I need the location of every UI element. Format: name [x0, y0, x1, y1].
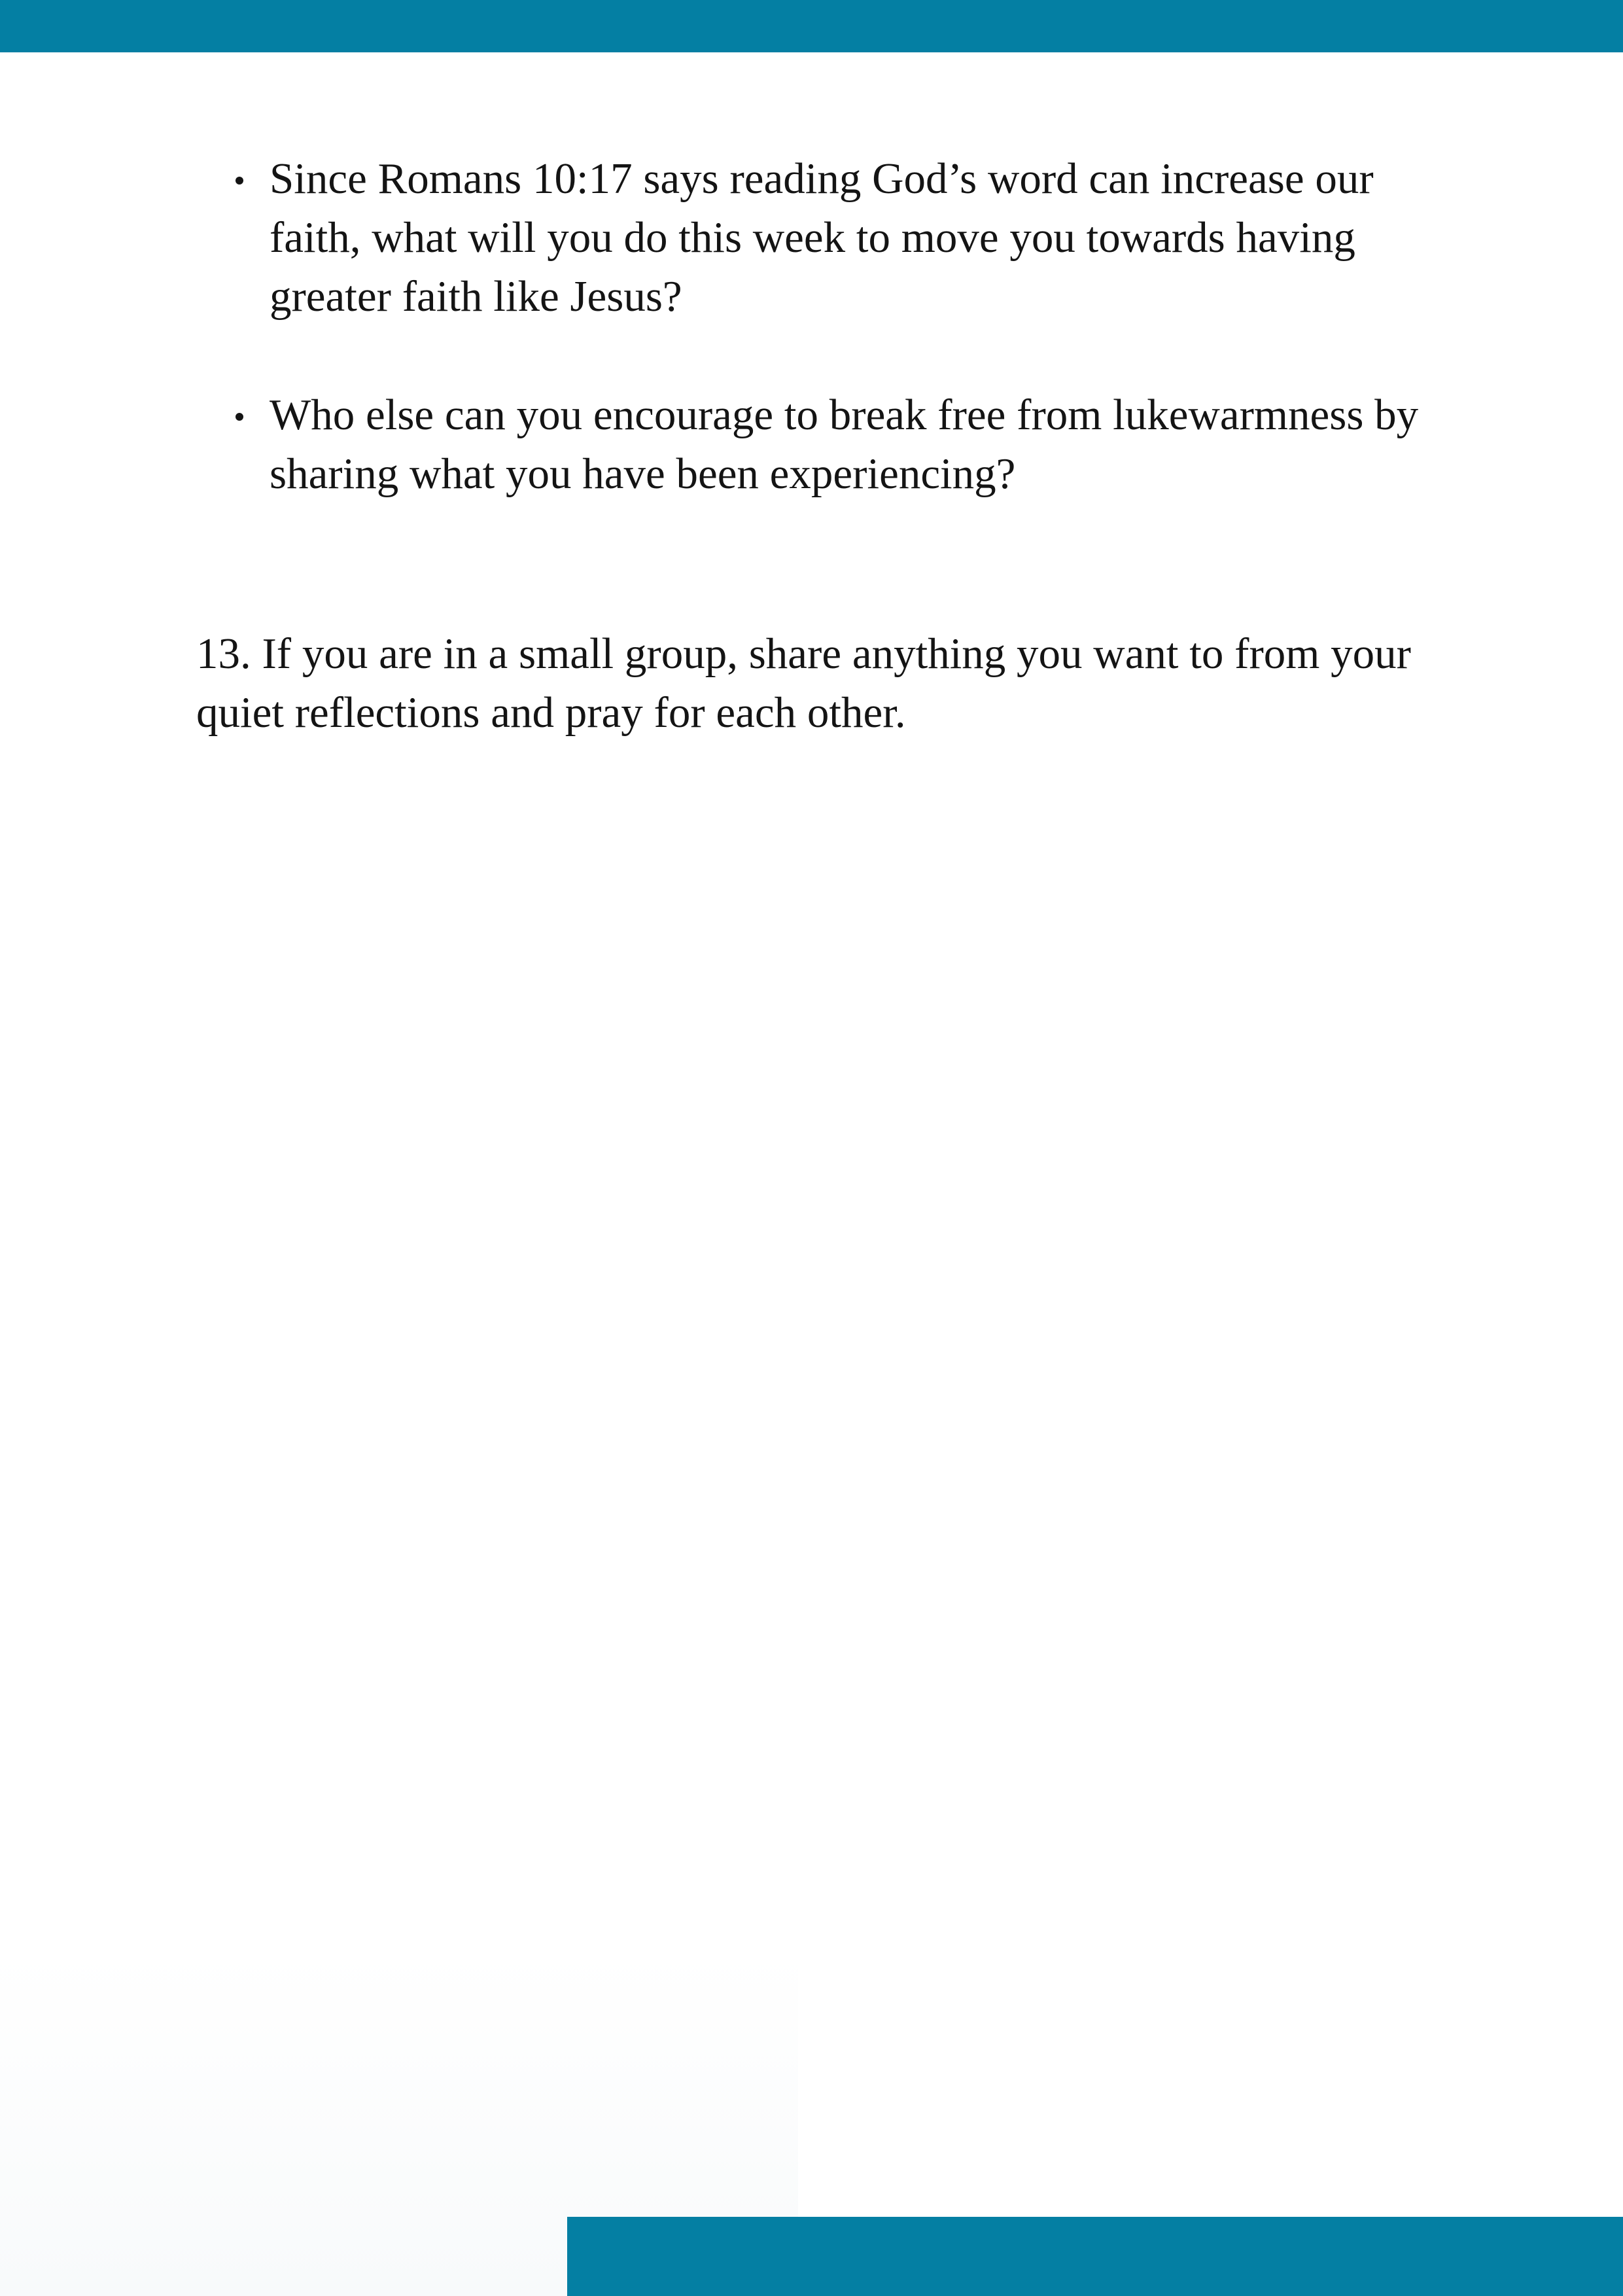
- bullet-text-faith: Since Romans 10:17 says reading God’s word can increase our faith, what will you do this week to move you towards having greater faith like Jesus?: [270, 154, 1374, 321]
- bullet-dot-icon: [236, 177, 243, 185]
- bullet-text-encourage: Who else can you encourage to break free from lukewarmness by sharing what you have been experiencing?: [270, 391, 1419, 498]
- bullet-item-faith: [270, 149, 1440, 326]
- reflection-bullet-list: [0, 149, 1623, 563]
- question-13-paragraph: 13. If you are in a small group, share anything you want to from your quiet reflections and pray for each other.: [196, 629, 1411, 737]
- bottom-accent-band: [567, 2217, 1623, 2296]
- bullet-dot-icon: [236, 413, 243, 421]
- top-accent-band: [0, 0, 1623, 52]
- bullet-item-encourage: [270, 385, 1440, 503]
